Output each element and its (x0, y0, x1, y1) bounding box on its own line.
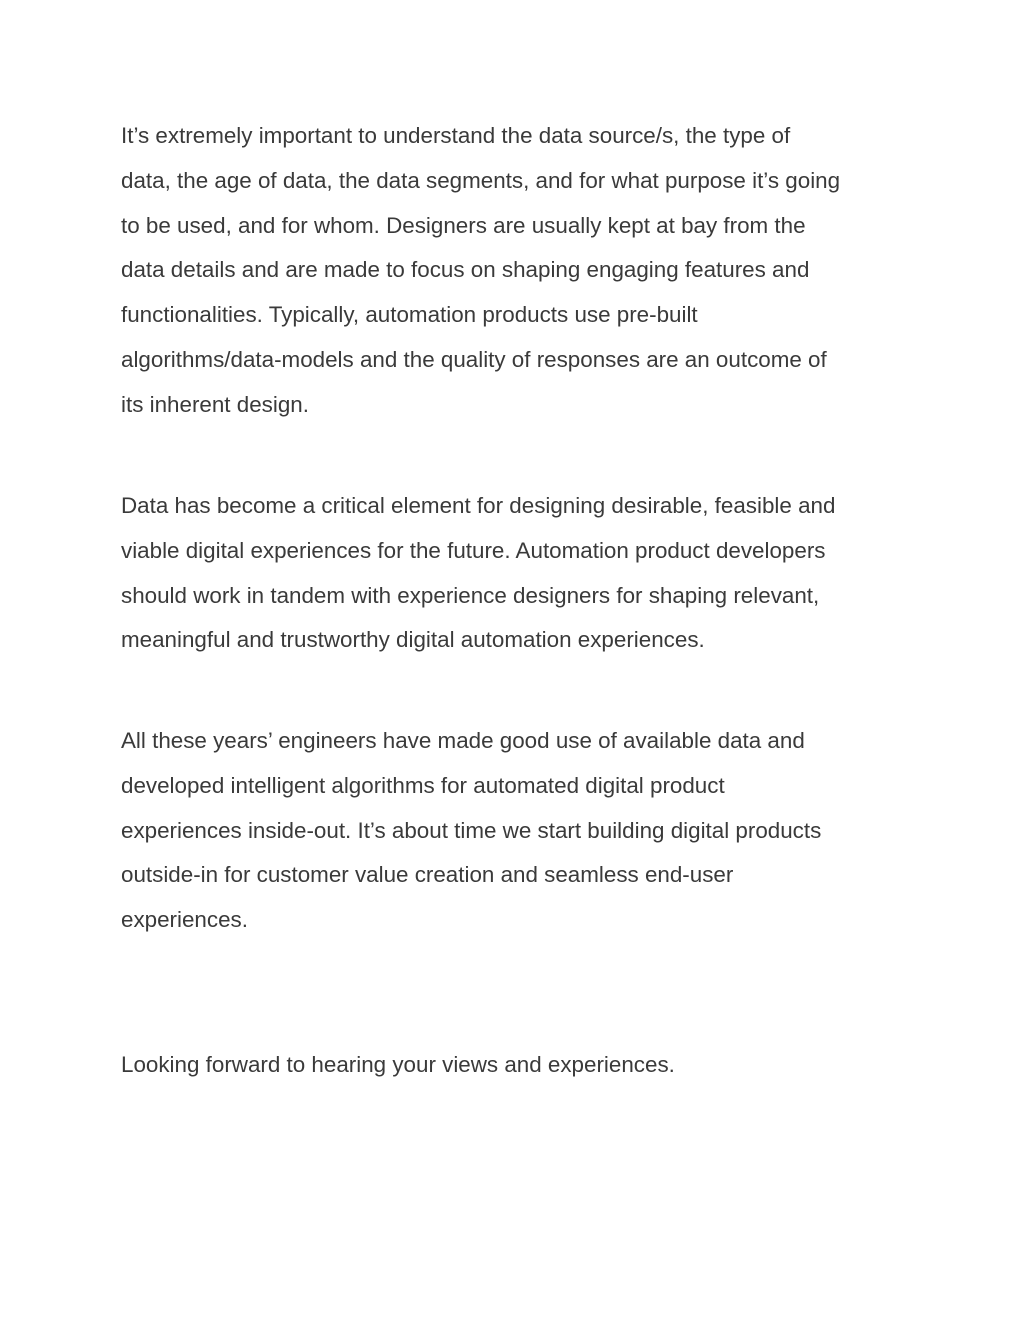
paragraph-line: experiences inside-out. It’s about time we start building digital products (121, 817, 822, 843)
paragraph-data-critical-element (121, 484, 835, 663)
paragraph-line: should work in tandem with experience designers for shaping relevant, (121, 582, 820, 608)
paragraph-line: data details and are made to focus on shaping engaging features and (121, 257, 810, 283)
paragraph-line: its inherent design. (121, 391, 309, 417)
paragraph-line: viable digital experiences for the future. Automation product developers (121, 537, 826, 563)
paragraph-line: outside-in for customer value creation and seamless end-user (121, 862, 734, 888)
paragraph-line: Looking forward to hearing your views and experiences. (121, 1052, 675, 1077)
paragraph-line: to be used, and for whom. Designers are usually kept at bay from the (121, 212, 806, 238)
paragraph-line: meaningful and trustworthy digital automation experiences. (121, 627, 705, 653)
paragraph-data-understanding (121, 114, 840, 428)
paragraph-line: algorithms/data-models and the quality of responses are an outcome of (121, 346, 827, 372)
paragraph-closing (121, 1043, 675, 1088)
paragraph-line: experiences. (121, 907, 248, 933)
paragraph-line: Data has become a critical element for designing desirable, feasible and (121, 493, 836, 518)
paragraph-engineers (121, 719, 821, 943)
paragraph-line: functionalities. Typically, automation products use pre-built (121, 302, 698, 328)
paragraph-line: All these years’ engineers have made good use of available data and (121, 728, 805, 753)
paragraph-line: developed intelligent algorithms for automated digital product (121, 772, 725, 798)
paragraph-line: It’s extremely important to understand the data source/s, the type of (121, 123, 791, 148)
paragraph-line: data, the age of data, the data segments, and for what purpose it’s going (121, 167, 841, 193)
